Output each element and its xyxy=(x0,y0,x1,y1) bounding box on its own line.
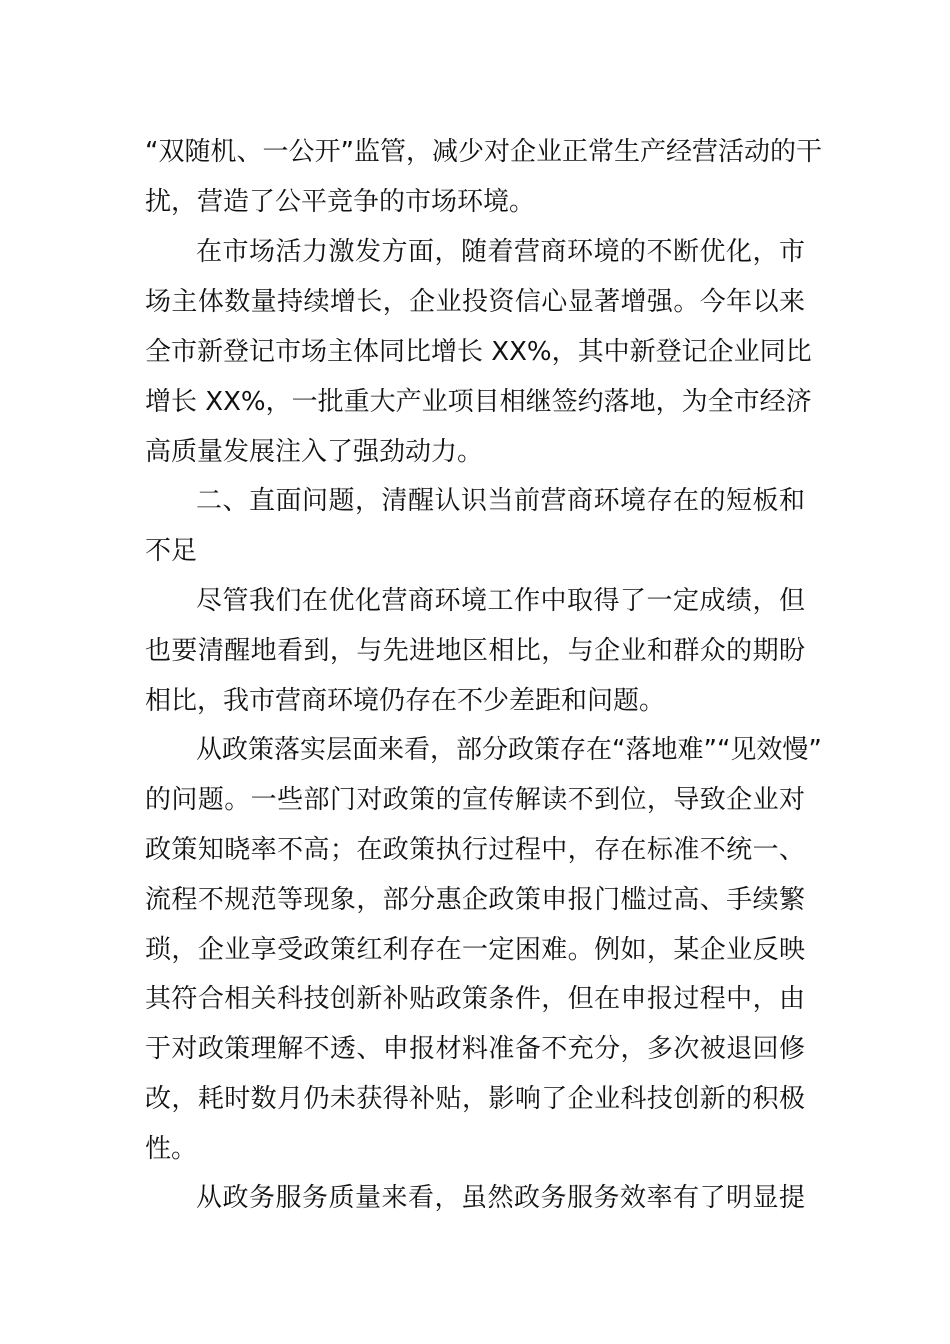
paragraph-line: 从政策落实层面来看，部分政策存在“落地难”“见效慢” xyxy=(196,735,822,765)
paragraph-line: 其符合相关科技创新补贴政策条件，但在申报过程中，由 xyxy=(145,984,805,1014)
paragraph-line: 也要清醒地看到，与先进地区相比，与企业和群众的期盼 xyxy=(145,636,805,666)
paragraph-line: 增长 XX%，一批重大产业项目相继签约落地，为全市经济 xyxy=(145,387,812,417)
paragraph-line: 性。 xyxy=(145,1134,198,1164)
section-heading: 二、直面问题，清醒认识当前营商环境存在的短板和 xyxy=(196,486,805,516)
paragraph-line: 相比，我市营商环境仍存在不少差距和问题。 xyxy=(145,686,666,716)
section-heading: 不足 xyxy=(145,536,198,566)
paragraph-line: 流程不规范等现象，部分惠企政策申报门槛过高、手续繁 xyxy=(145,885,805,915)
paragraph-line: 于对政策理解不透、申报材料准备不充分，多次被退回修 xyxy=(145,1034,805,1064)
paragraph-line: 改，耗时数月仍未获得补贴，影响了企业科技创新的积极 xyxy=(145,1084,805,1114)
paragraph-line: 高质量发展注入了强劲动力。 xyxy=(145,437,484,467)
paragraph-line: 场主体数量持续增长，企业投资信心显著增强。今年以来 xyxy=(145,287,805,317)
paragraph-line: 尽管我们在优化营商环境工作中取得了一定成绩，但 xyxy=(196,586,805,616)
paragraph-line: 在市场活力激发方面，随着营商环境的不断优化，市 xyxy=(196,237,805,267)
paragraph-line: “双随机、一公开”监管，减少对企业正常生产经营活动的干 xyxy=(145,137,822,167)
paragraph-line: 政策知晓率不高；在政策执行过程中，存在标准不统一、 xyxy=(145,835,805,865)
paragraph-line: 琐，企业享受政策红利存在一定困难。例如，某企业反映 xyxy=(145,935,805,965)
paragraph-line: 的问题。一些部门对政策的宣传解读不到位，导致企业对 xyxy=(145,785,805,815)
paragraph-line: 全市新登记市场主体同比增长 XX%，其中新登记企业同比 xyxy=(145,337,812,367)
paragraph-line: 扰，营造了公平竞争的市场环境。 xyxy=(145,187,536,217)
paragraph-line: 从政务服务质量来看，虽然政务服务效率有了明显提 xyxy=(196,1183,805,1213)
